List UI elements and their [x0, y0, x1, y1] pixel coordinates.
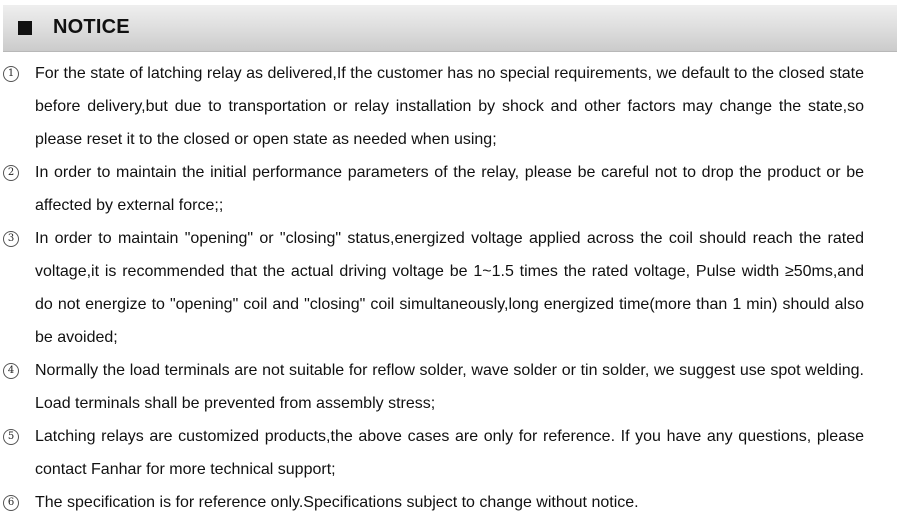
notice-title: NOTICE	[53, 16, 130, 38]
notice-item-text: Normally the load terminals are not suitable for reflow solder, wave solder or tin solder, we suggest use spot welding. Load terminals shall be prevented from assembly stress;	[35, 362, 864, 412]
circled-number-6-icon: 6	[3, 495, 19, 511]
notice-item-6	[0, 486, 900, 519]
notice-item-text: Latching relays are customized products,the above cases are only for reference. If you have any questions, please contact Fanhar for more technical support;	[35, 428, 864, 478]
notice-item-text: In order to maintain the initial performance parameters of the relay, please be careful not to drop the product or be affected by external force;;	[35, 164, 864, 214]
black-square-icon	[18, 21, 32, 35]
notice-item-text: In order to maintain "opening" or "closing" status,energized voltage applied across the coil should reach the rated voltage,it is recommended that the actual driving voltage be 1~1.5 times the rated voltage, Pulse width ≥50ms,and do not energize to "opening" coil and "closing" coil simultaneously,long energized time(more than 1 min) should also be avoided;	[35, 230, 864, 346]
notice-item-text: The specification is for reference only.Specifications subject to change without notice.	[35, 494, 639, 511]
notice-item-1	[0, 57, 900, 156]
notice-list	[0, 57, 900, 519]
notice-header	[3, 5, 897, 52]
circled-number-5-icon: 5	[3, 429, 19, 445]
notice-item-4	[0, 354, 900, 420]
circled-number-1-icon: 1	[3, 66, 19, 82]
circled-number-2-icon: 2	[3, 165, 19, 181]
circled-number-3-icon: 3	[3, 231, 19, 247]
notice-item-text: For the state of latching relay as delivered,If the customer has no special requirements, we default to the closed state before delivery,but due to transportation or relay installation by shock and other factors may change the state,so please reset it to the closed or open state as needed when using;	[35, 65, 864, 148]
notice-item-5	[0, 420, 900, 486]
notice-item-2	[0, 156, 900, 222]
notice-item-3	[0, 222, 900, 354]
circled-number-4-icon: 4	[3, 363, 19, 379]
